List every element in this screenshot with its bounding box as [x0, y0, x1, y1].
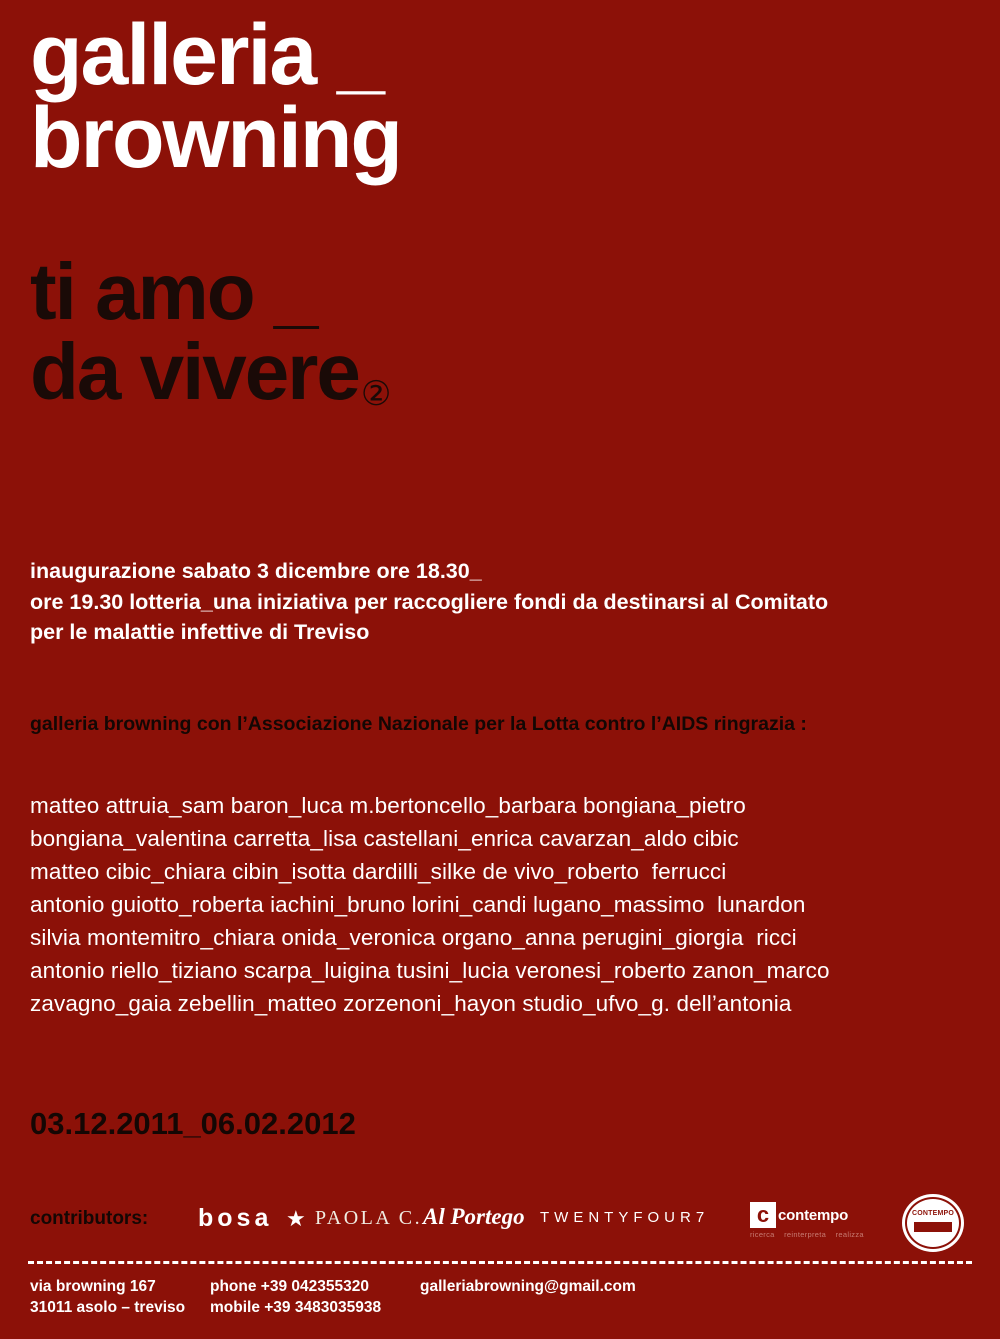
footer-address-line-1: via browning 167 — [30, 1278, 156, 1295]
exhibition-dates: 03.12.2011_06.02.2012 — [30, 1106, 356, 1141]
exhibition-title-line-2 — [30, 327, 390, 416]
artist-names-line-3: matteo cibic_chiara cibin_isotta dardilli_silke de vivo_roberto ferrucci — [30, 858, 727, 884]
star-icon: ★ — [286, 1206, 306, 1231]
edition-number-icon: ② — [360, 375, 390, 413]
footer-address-line-2: 31011 asolo – treviso — [30, 1298, 186, 1316]
seal-text: CONTEMPO — [911, 1210, 955, 1217]
contempo-wordmark: contempo — [778, 1207, 849, 1224]
gallery-name — [30, 7, 401, 186]
artist-names-line-4: antonio guiotto_roberta iachini_bruno lorini_candi lugano_massimo lunardon — [30, 891, 806, 917]
contempo-mark-icon: c — [750, 1202, 776, 1228]
footer-email-wrap — [420, 1277, 820, 1298]
seal-band — [914, 1222, 952, 1232]
gallery-name-line-2: browning — [30, 89, 401, 186]
exhibition-title — [30, 247, 390, 416]
artist-names-line-6: antonio riello_tiziano scarpa_luigina tusini_lucia veronesi_roberto zanon_marco — [30, 957, 830, 983]
al-portego-logo: Al Portego — [423, 1204, 525, 1229]
footer-phones — [210, 1277, 425, 1319]
contributors-label: contributors: — [30, 1208, 149, 1229]
opening-info-line-1: inaugurazione sabato 3 dicembre ore 18.30_ — [30, 559, 482, 583]
bosa-logo: bosa — [198, 1204, 273, 1232]
artist-names-line-1: matteo attruia_sam baron_luca m.bertoncello_barbara bongiana_pietro — [30, 793, 746, 818]
contempo-tagline: ricerca reinterpreta realizza — [750, 1230, 864, 1239]
artist-names-line-2: bongiana_valentina carretta_lisa castellani_enrica cavarzan_aldo cibic — [30, 825, 739, 851]
opening-info — [30, 556, 970, 648]
exhibition-title-line-1: ti amo _ — [30, 247, 317, 336]
footer-email[interactable]: galleriabrowning@gmail.com — [420, 1278, 636, 1295]
opening-info-line-2: ore 19.30 lotteria_una iniziativa per raccogliere fondi da destinarsi al Comitato — [30, 589, 829, 614]
footer-address — [30, 1277, 210, 1319]
contempo-gallery-seal-icon — [902, 1194, 964, 1252]
footer-mobile: mobile +39 3483035938 — [210, 1298, 382, 1316]
acknowledgement-text: galleria browning con l’Associazione Nazionale per la Lotta contro l’AIDS ringrazia : — [30, 713, 807, 735]
artist-names-line-7: zavagno_gaia zebellin_matteo zorzenoni_hayon studio_ufvo_g. dell’antonia — [30, 990, 792, 1016]
artist-names-list — [30, 790, 980, 1021]
opening-info-line-3: per le malattie infettive di Treviso — [30, 620, 370, 645]
footer-phone: phone +39 042355320 — [210, 1278, 369, 1295]
dashed-divider — [28, 1261, 972, 1264]
paola-c-logo: PAOLA C. — [315, 1207, 423, 1229]
twentyfour7-logo: TWENTYFOUR7 — [540, 1209, 710, 1226]
artist-names-line-5: silvia montemitro_chiara onida_veronica organo_anna perugini_giorgia ricci — [30, 924, 797, 950]
exhibition-title-line-2-text: da vivere — [30, 327, 359, 416]
gallery-name-line-1: galleria _ — [30, 7, 383, 103]
contempo-logo — [750, 1200, 880, 1246]
contributors-row — [30, 1198, 980, 1250]
